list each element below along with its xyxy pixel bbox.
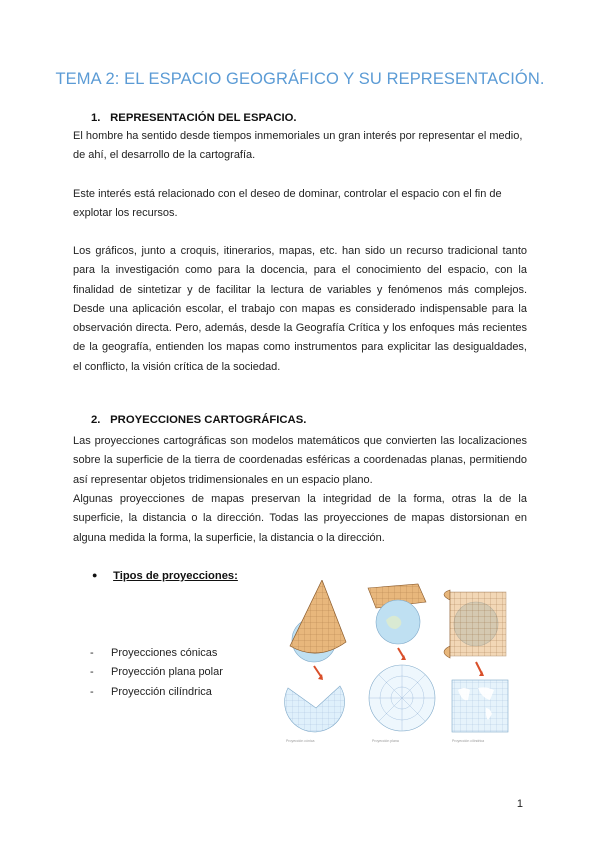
paragraph-representacion-2 (73, 185, 527, 224)
caption-conic: Proyección cónica (286, 739, 315, 743)
paragraph-representacion-1 (73, 127, 527, 166)
projection-list (90, 644, 223, 702)
text-line: El hombre ha sentido desde tiempos inmemoriales un gran interés por representar el medio, (73, 130, 523, 142)
page-number: 1 (516, 798, 523, 810)
section-number: 2. (91, 414, 101, 426)
cylindrical-projection-figure (444, 590, 508, 743)
dash-marker: - (90, 685, 94, 698)
caption-cylindrical: Proyección cilíndrica (452, 739, 485, 743)
section-heading-representacion (91, 112, 297, 124)
text-line: explotar los recursos. (73, 207, 178, 220)
projection-types-heading (92, 570, 238, 582)
paragraph-representacion-3: Los gráficos, junto a croquis, itinerarios, mapas, etc. han sido un recurso tradicional tanto para la investigación como para la docencia, para el conocimiento del espacio, con la finalidad de sintetizar y de facilitar la lectura de variables y fenómenos más complejos. Desde una aplicación escolar, el trabajo con mapas es considerado indispensable para la observación directa. Pero, además, desde la Geografía Crítica y los enfoques más recientes de la geografía, entienden los mapas como instrumentos para explicitar las desigualdades, el conflicto, la visión crítica de la sociedad. (73, 245, 527, 373)
text-line: Este interés está relacionado con el deseo de dominar, controlar el espacio con el fin de (73, 188, 502, 200)
paragraph-proyecciones-1: Las proyecciones cartográficas son modelos matemáticos que convierten las localizaciones sobre la superficie de la tierra de coordenadas esféricas a coordenadas planas, permitiendo así representar objetos tridimensionales en un espacio plano. (73, 435, 527, 486)
section-title: REPRESENTACIÓN DEL ESPACIO. (110, 112, 297, 124)
section-heading-proyecciones (91, 414, 306, 426)
paragraph-proyecciones-2: Algunas proyecciones de mapas preservan la integridad de la forma, otras la de la superficie, la distancia o la dirección. Todas las proyecciones de mapas distorsionan en alguna medida la forma, la superficie, la distancia o la dirección. (73, 493, 527, 544)
projection-types-label: Tipos de proyecciones: (113, 570, 238, 582)
dash-marker: - (90, 666, 94, 679)
list-item (90, 663, 223, 682)
text-line: de ahí, el desarrollo de la cartografía. (73, 149, 256, 162)
bullet-icon: ● (92, 570, 98, 580)
projections-illustration (280, 580, 510, 746)
list-item (90, 683, 223, 702)
document-title: TEMA 2: EL ESPACIO GEOGRÁFICO Y SU REPRESENTACIÓN. (55, 70, 545, 88)
section-number: 1. (91, 112, 101, 124)
conic-projection-figure (285, 580, 346, 743)
list-item-label: Proyección cilíndrica (111, 685, 212, 698)
caption-polar: Proyección plana (372, 739, 399, 743)
list-item (90, 644, 223, 663)
section-title: PROYECCIONES CARTOGRÁFICAS. (110, 414, 307, 426)
list-item-label: Proyecciones cónicas (111, 647, 218, 659)
list-item-label: Proyección plana polar (111, 666, 223, 679)
dash-marker: - (90, 647, 94, 659)
polar-projection-figure (368, 584, 435, 743)
